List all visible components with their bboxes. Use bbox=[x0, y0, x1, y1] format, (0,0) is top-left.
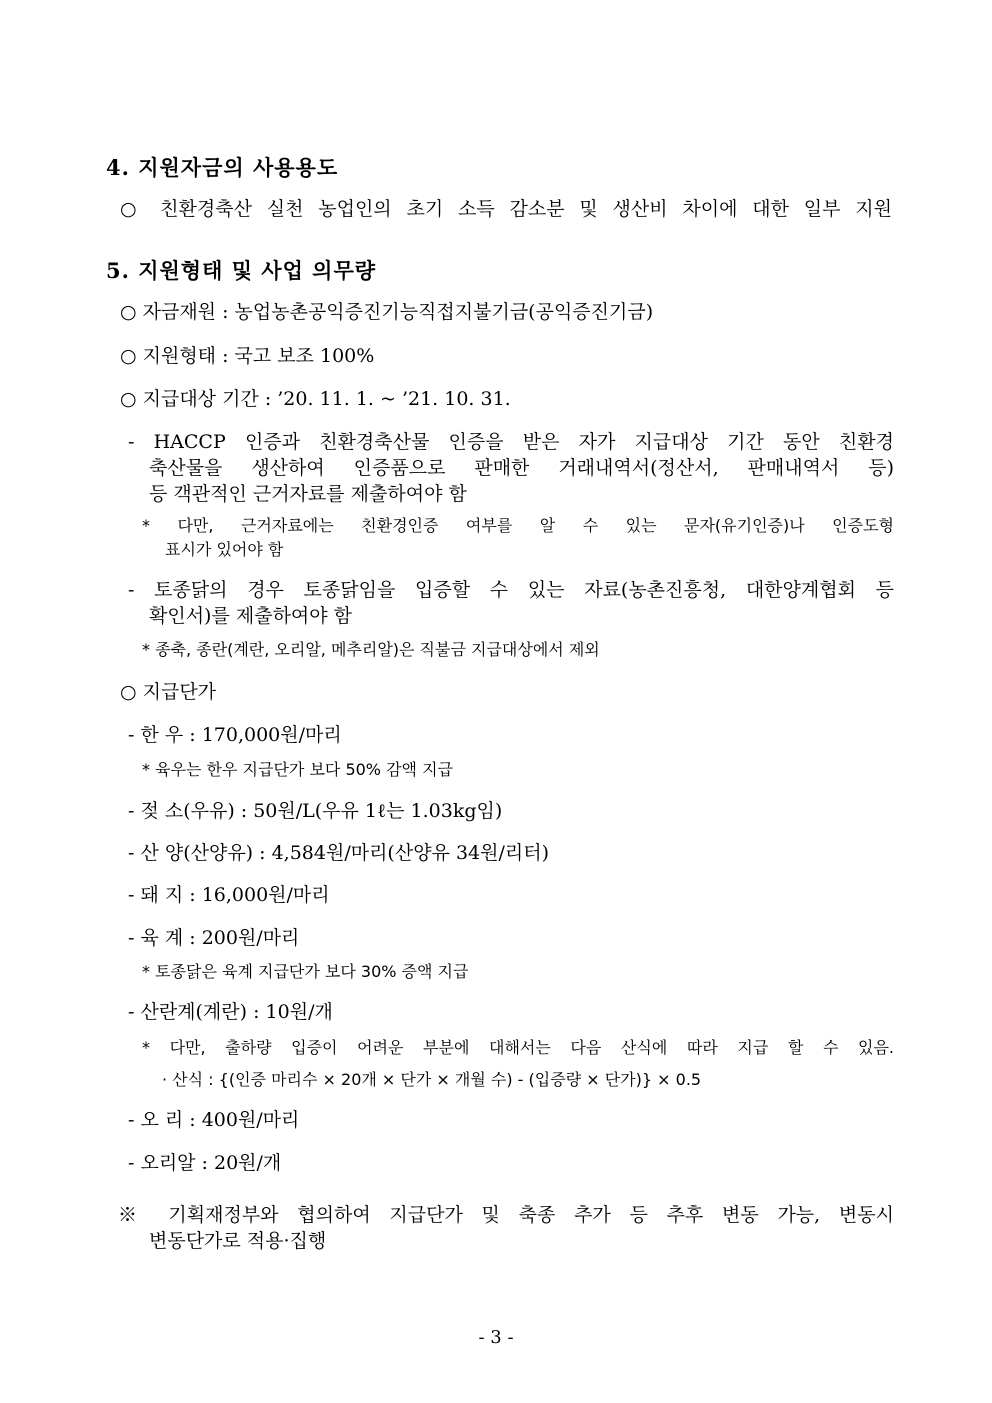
funding-source: ○ 자금재원 : 농업농촌공익증진기능직접지불기금(공익증진기금) bbox=[120, 301, 654, 323]
haccp-line-1: - HACCP 인증과 친환경축산물 인증을 받은 자가 지급대상 기간 동안 친환경 bbox=[128, 431, 894, 453]
section-5-heading: 5. 지원형태 및 사업 의무량 bbox=[106, 258, 377, 283]
payment-period: ○ 지급대상 기간 : ’20. 11. 1. ~ ’21. 10. 31. bbox=[120, 388, 511, 410]
section-4-item: ○ 친환경축산 실천 농업인의 초기 소득 감소분 및 생산비 차이에 대한 일부 지원 bbox=[120, 198, 892, 220]
page-number: - 3 - bbox=[478, 1327, 514, 1348]
tojong-line-1: - 토종닭의 경우 토종닭임을 입증할 수 있는 자료(농촌진흥청, 대한양계협회 등 bbox=[128, 579, 894, 601]
haccp-line-3: 등 객관적인 근거자료를 제출하여야 함 bbox=[149, 483, 467, 505]
tojong-line-2: 확인서)를 제출하여야 함 bbox=[149, 605, 353, 627]
price-layer-note: * 다만, 출하량 입증이 어려운 부분에 대해서는 다음 산식에 따라 지급 할 수 있음. bbox=[142, 1038, 894, 1057]
price-goat: - 산 양(산양유) : 4,584원/마리(산양유 34원/리터) bbox=[128, 842, 549, 864]
section-4-heading: 4. 지원자금의 사용용도 bbox=[106, 155, 339, 180]
unit-price-title: ○ 지급단가 bbox=[120, 681, 217, 703]
price-hanwoo: - 한 우 : 170,000원/마리 bbox=[128, 724, 342, 746]
tojong-note: * 종축, 종란(계란, 오리알, 메추리알)은 직불금 지급대상에서 제외 bbox=[142, 640, 600, 659]
price-hanwoo-note: * 육우는 한우 지급단가 보다 50% 감액 지급 bbox=[142, 760, 454, 779]
remark-line-2: 변동단가로 적용·집행 bbox=[149, 1230, 327, 1252]
haccp-note-line-1: * 다만, 근거자료에는 친환경인증 여부를 알 수 있는 문자(유기인증)나 인증도형 bbox=[142, 516, 894, 535]
price-broiler: - 육 계 : 200원/마리 bbox=[128, 927, 300, 949]
price-layer: - 산란계(계란) : 10원/개 bbox=[128, 1001, 333, 1023]
price-layer-formula: · 산식 : {(인증 마리수 × 20개 × 단가 × 개월 수) - (입증량 × 단가)} × 0.5 bbox=[162, 1070, 702, 1089]
haccp-line-2: 축산물을 생산하여 인증품으로 판매한 거래내역서(정산서, 판매내역서 등) bbox=[149, 457, 894, 479]
remark-line-1: ※ 기획재정부와 협의하여 지급단가 및 축종 추가 등 추후 변동 가능, 변동시 bbox=[118, 1204, 894, 1226]
support-type: ○ 지원형태 : 국고 보조 100% bbox=[120, 345, 375, 367]
price-broiler-note: * 토종닭은 육계 지급단가 보다 30% 증액 지급 bbox=[142, 962, 469, 981]
price-duck-egg: - 오리알 : 20원/개 bbox=[128, 1152, 282, 1174]
price-dairy: - 젖 소(우유) : 50원/L(우유 1ℓ는 1.03kg임) bbox=[128, 800, 503, 822]
price-pig: - 돼 지 : 16,000원/마리 bbox=[128, 884, 330, 906]
price-duck: - 오 리 : 400원/마리 bbox=[128, 1109, 300, 1131]
haccp-note-line-2: 표시가 있어야 함 bbox=[165, 540, 284, 559]
